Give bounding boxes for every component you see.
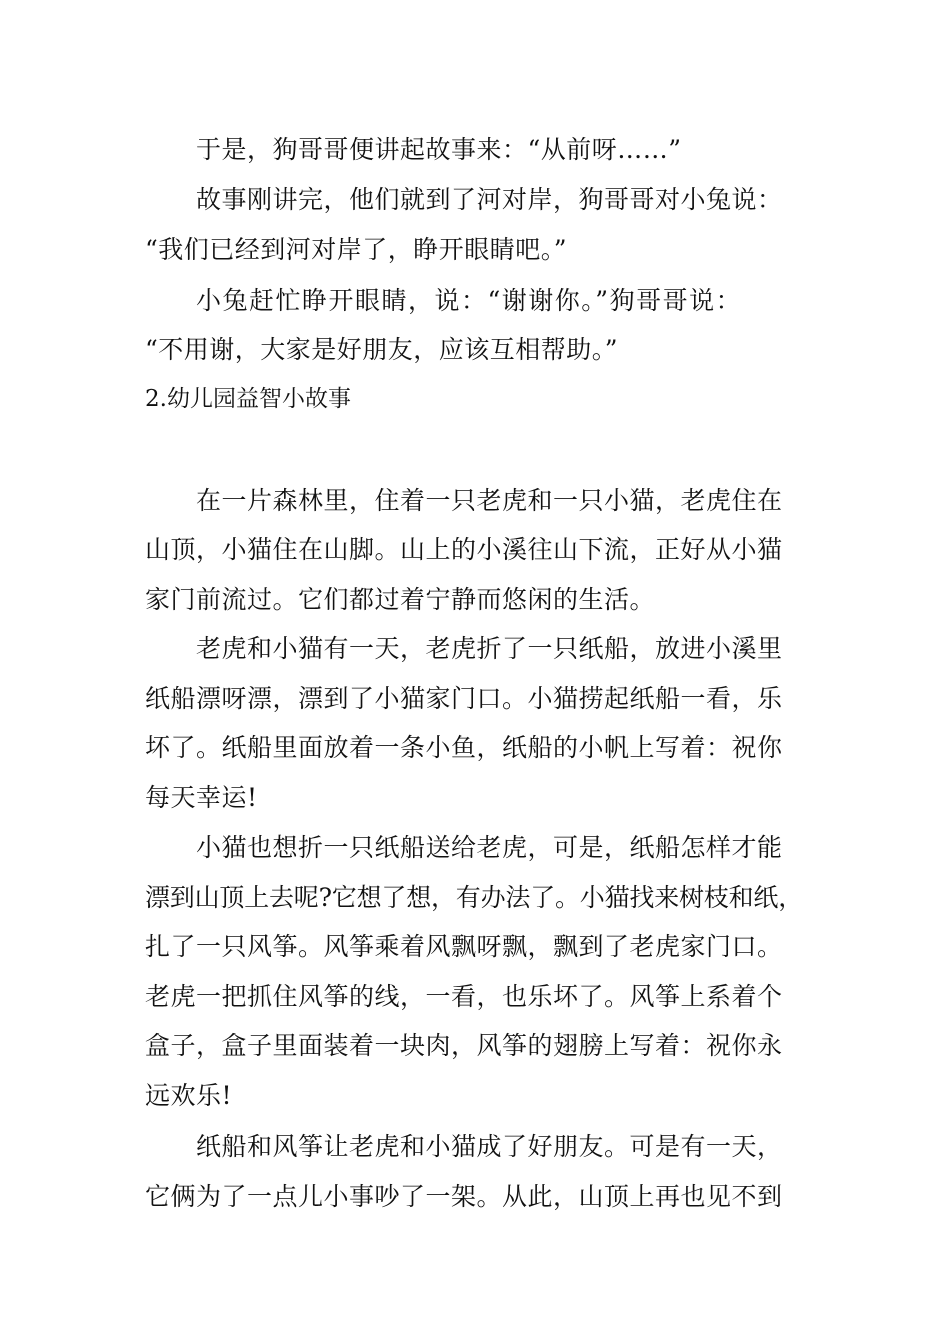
section-heading: 2.幼儿园益智小故事 — [145, 386, 351, 412]
text-line: 老虎一把抓住风筝的线，一看，也乐坏了。风筝上系着个 — [145, 982, 783, 1011]
text-line: 纸船和风筝让老虎和小猫成了好朋友。可是有一天， — [196, 1132, 783, 1161]
text-line: 扎了一只风筝。风筝乘着风飘呀飘，飘到了老虎家门口。 — [145, 932, 783, 961]
text-line: 故事刚讲完，他们就到了河对岸，狗哥哥对小兔说： — [196, 185, 783, 214]
text-line: 漂到山顶上去呢?它想了想，有办法了。小猫找来树枝和纸， — [145, 883, 804, 912]
text-line: 坏了。纸船里面放着一条小鱼，纸船的小帆上写着：祝你 — [145, 733, 783, 762]
text-line: 小兔赶忙睁开眼睛，说：“谢谢你。”狗哥哥说： — [196, 286, 743, 315]
text-line: 山顶，小猫住在山脚。山上的小溪往山下流，正好从小猫 — [145, 535, 783, 564]
text-line: 每天幸运! — [145, 783, 258, 812]
text-line: 在一片森林里，住着一只老虎和一只小猫，老虎住在 — [196, 486, 783, 515]
text-line: 远欢乐! — [145, 1081, 233, 1110]
text-line: “我们已经到河对岸了，睁开眼睛吧。” — [145, 235, 568, 264]
text-line: 它俩为了一点儿小事吵了一架。从此，山顶上再也见不到 — [145, 1182, 783, 1211]
text-line: 盒子，盒子里面装着一块肉，风筝的翅膀上写着：祝你永 — [145, 1031, 783, 1060]
text-line: 小猫也想折一只纸船送给老虎，可是，纸船怎样才能 — [196, 833, 783, 862]
text-line: 于是，狗哥哥便讲起故事来：“从前呀……” — [196, 135, 682, 164]
text-line: “不用谢，大家是好朋友，应该互相帮助。” — [145, 335, 619, 364]
text-line: 纸船漂呀漂，漂到了小猫家门口。小猫捞起纸船一看，乐 — [145, 684, 783, 713]
text-line: 家门前流过。它们都过着宁静而悠闲的生活。 — [145, 585, 656, 614]
text-line: 老虎和小猫有一天，老虎折了一只纸船，放进小溪里 — [196, 634, 783, 663]
